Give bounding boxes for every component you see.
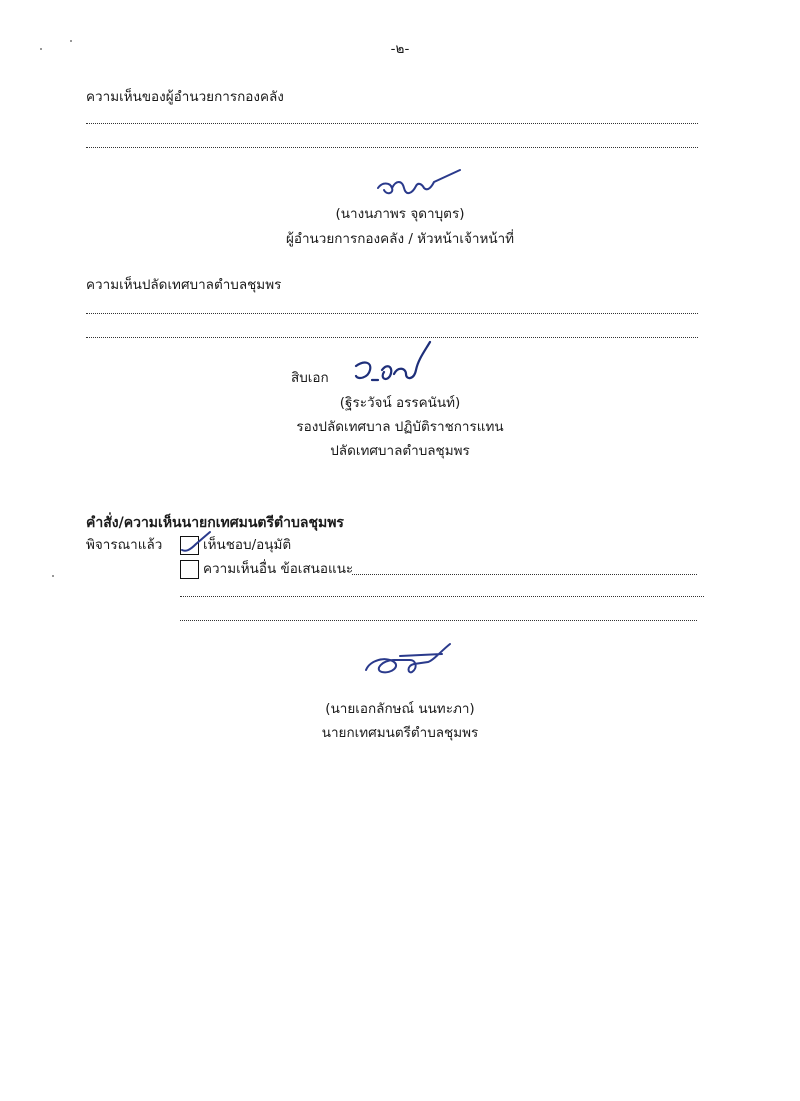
opinion-dotted-line [180,596,704,597]
approve-option-label: เห็นชอบ/อนุมัติ [203,537,292,553]
opinion-dotted-line [86,123,698,124]
opinion-dotted-line [352,574,697,575]
other-opinion-label: ความเห็นอื่น ข้อเสนอแนะ [203,561,354,577]
clerk-opinion-heading: ความเห็นปลัดเทศบาลตำบลชุมพร [86,277,282,293]
mayor-order-heading: คำสั่ง/ความเห็นนายกเทศมนตรีตำบลชุมพร [86,515,344,531]
other-opinion-checkbox[interactable] [180,560,199,579]
opinion-dotted-line [86,313,698,314]
clerk-position: ปลัดเทศบาลตำบลชุมพร [330,443,470,459]
treasury-director-position: ผู้อำนวยการกองคลัง / หัวหน้าเจ้าหน้าที่ [285,231,515,247]
clerk-rank: สิบเอก [291,370,329,386]
mayor-signature [360,642,455,682]
scan-speck [70,40,72,42]
page-number: -๒- [390,41,410,57]
treasury-director-opinion-heading: ความเห็นของผู้อำนวยการกองคลัง [86,89,284,105]
mayor-position: นายกเทศมนตรีตำบลชุมพร [321,725,479,741]
scan-speck [40,48,42,50]
opinion-dotted-line [86,147,698,148]
scan-speck [52,575,54,577]
opinion-dotted-line [180,620,697,621]
clerk-signature [350,340,435,388]
treasury-director-signature [372,168,464,202]
opinion-dotted-line [86,337,698,338]
clerk-acting-position: รองปลัดเทศบาล ปฏิบัติราชการแทน [296,419,504,435]
mayor-name: (นายเอกลักษณ์ นนทะภา) [325,701,475,717]
clerk-name: (ฐิระวัจน์ อรรคนันท์) [339,395,461,411]
treasury-director-name: (นางนภาพร จุดาบุตร) [335,206,465,222]
considered-label: พิจารณาแล้ว [86,537,163,553]
